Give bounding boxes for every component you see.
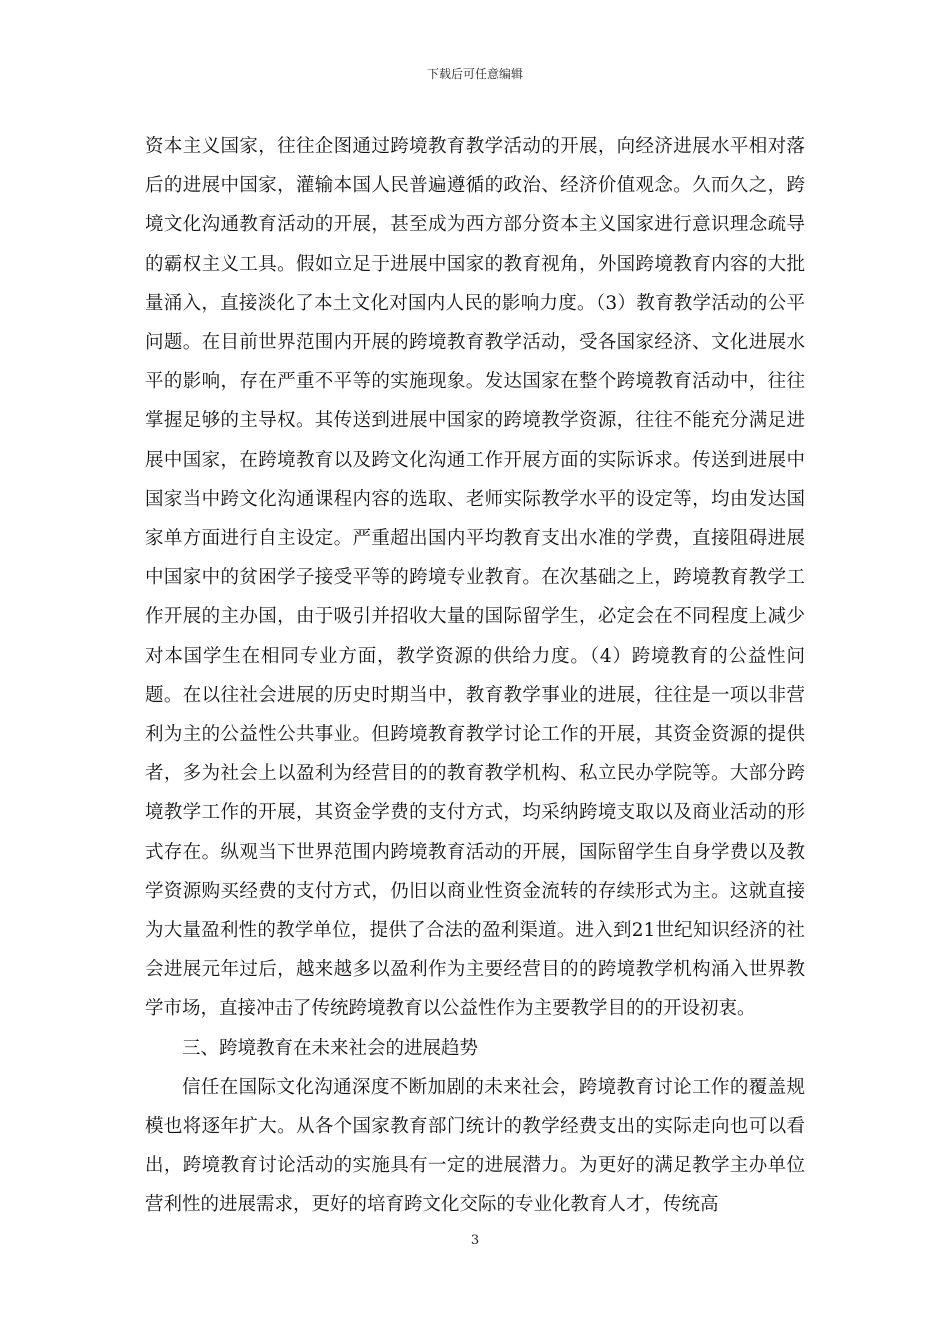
body-paragraph: 信任在国际文化沟通深度不断加剧的未来社会，跨境教育讨论工作的覆盖规模也将逐年扩大。从各个国家教育部门统计的教学经费支出的实际走向也可以看出，跨境教育讨论活动的实施具有一定的进展潜力。为更好的满足教学主办单位营利性的进展需求，更好的培育跨文化交际的专业化教育人才，传统高 [145,1076,805,1216]
body-paragraph: 资本主义国家，往往企图通过跨境教育教学活动的开展，向经济进展水平相对落后的进展中国家，灌输本国人民普遍遵循的政治、经济价值观念。久而久之，跨境文化沟通教育活动的开展，甚至成为西方部分资本主义国家进行意识理念疏导的霸权主义工具。假如立足于进展中国家的教育视角，外国跨境教育内容的大批量涌入，直接淡化了本土文化对国内人民的影响力度。（3）教育教学活动的公平问题。在目前世界范围内开展的跨境教育教学活动，受各国家经济、文化进展水平的影响，存在严重不平等的实施现象。发达国家在整个跨境教育活动中，往往掌握足够的主导权。其传送到进展中国家的跨境教学资源，往往不能充分满足进展中国家，在跨境教育以及跨文化沟通工作开展方面的实际诉求。传送到进展中国家当中跨文化沟通课程内容的选取、老师实际教学水平的设定等，均由发达国家单方面进行自主设定。严重超出国内平均教育支出水准的学费，直接阻碍进展中国家中的贫困学子接受平等的跨境专业教育。在次基础之上，跨境教育教学工作开展的主办国，由于吸引并招收大量的国际留学生，必定会在不同程度上减少对本国学生在相同专业方面，教学资源的供给力度。（4）跨境教育的公益性问题。在以往社会进展的历史时期当中，教育教学事业的进展，往往是一项以非营利为主的公益性公共事业。但跨境教育教学讨论工作的开展，其资金资源的提供者，多为社会上以盈利为经营目的的教育教学机构、私立民办学院等。大部分跨境教学工作的开展，其资金学费的支付方式，均采纳跨境支取以及商业活动的形式存在。纵观当下世界范围内跨境教育活动的开展，国际留学生自身学费以及教学资源购买经费的支付方式，仍旧以商业性资金流转的存续形式为主。这就直接为大量盈利性的教学单位，提供了合法的盈利渠道。进入到21世纪知识经济的社会进展元年过后，越来越多以盈利作为主要经营目的的跨境教学机构涌入世界教学市场，直接冲击了传统跨境教育以公益性作为主要教学目的的开设初衷。 [145,136,805,1020]
document-body [145,127,805,1225]
section-heading: 三、跨境教育在未来社会的进展趋势 [182,1037,479,1059]
page-number: 3 [470,1233,480,1248]
page-header: 下载后可任意编辑 [426,67,523,81]
